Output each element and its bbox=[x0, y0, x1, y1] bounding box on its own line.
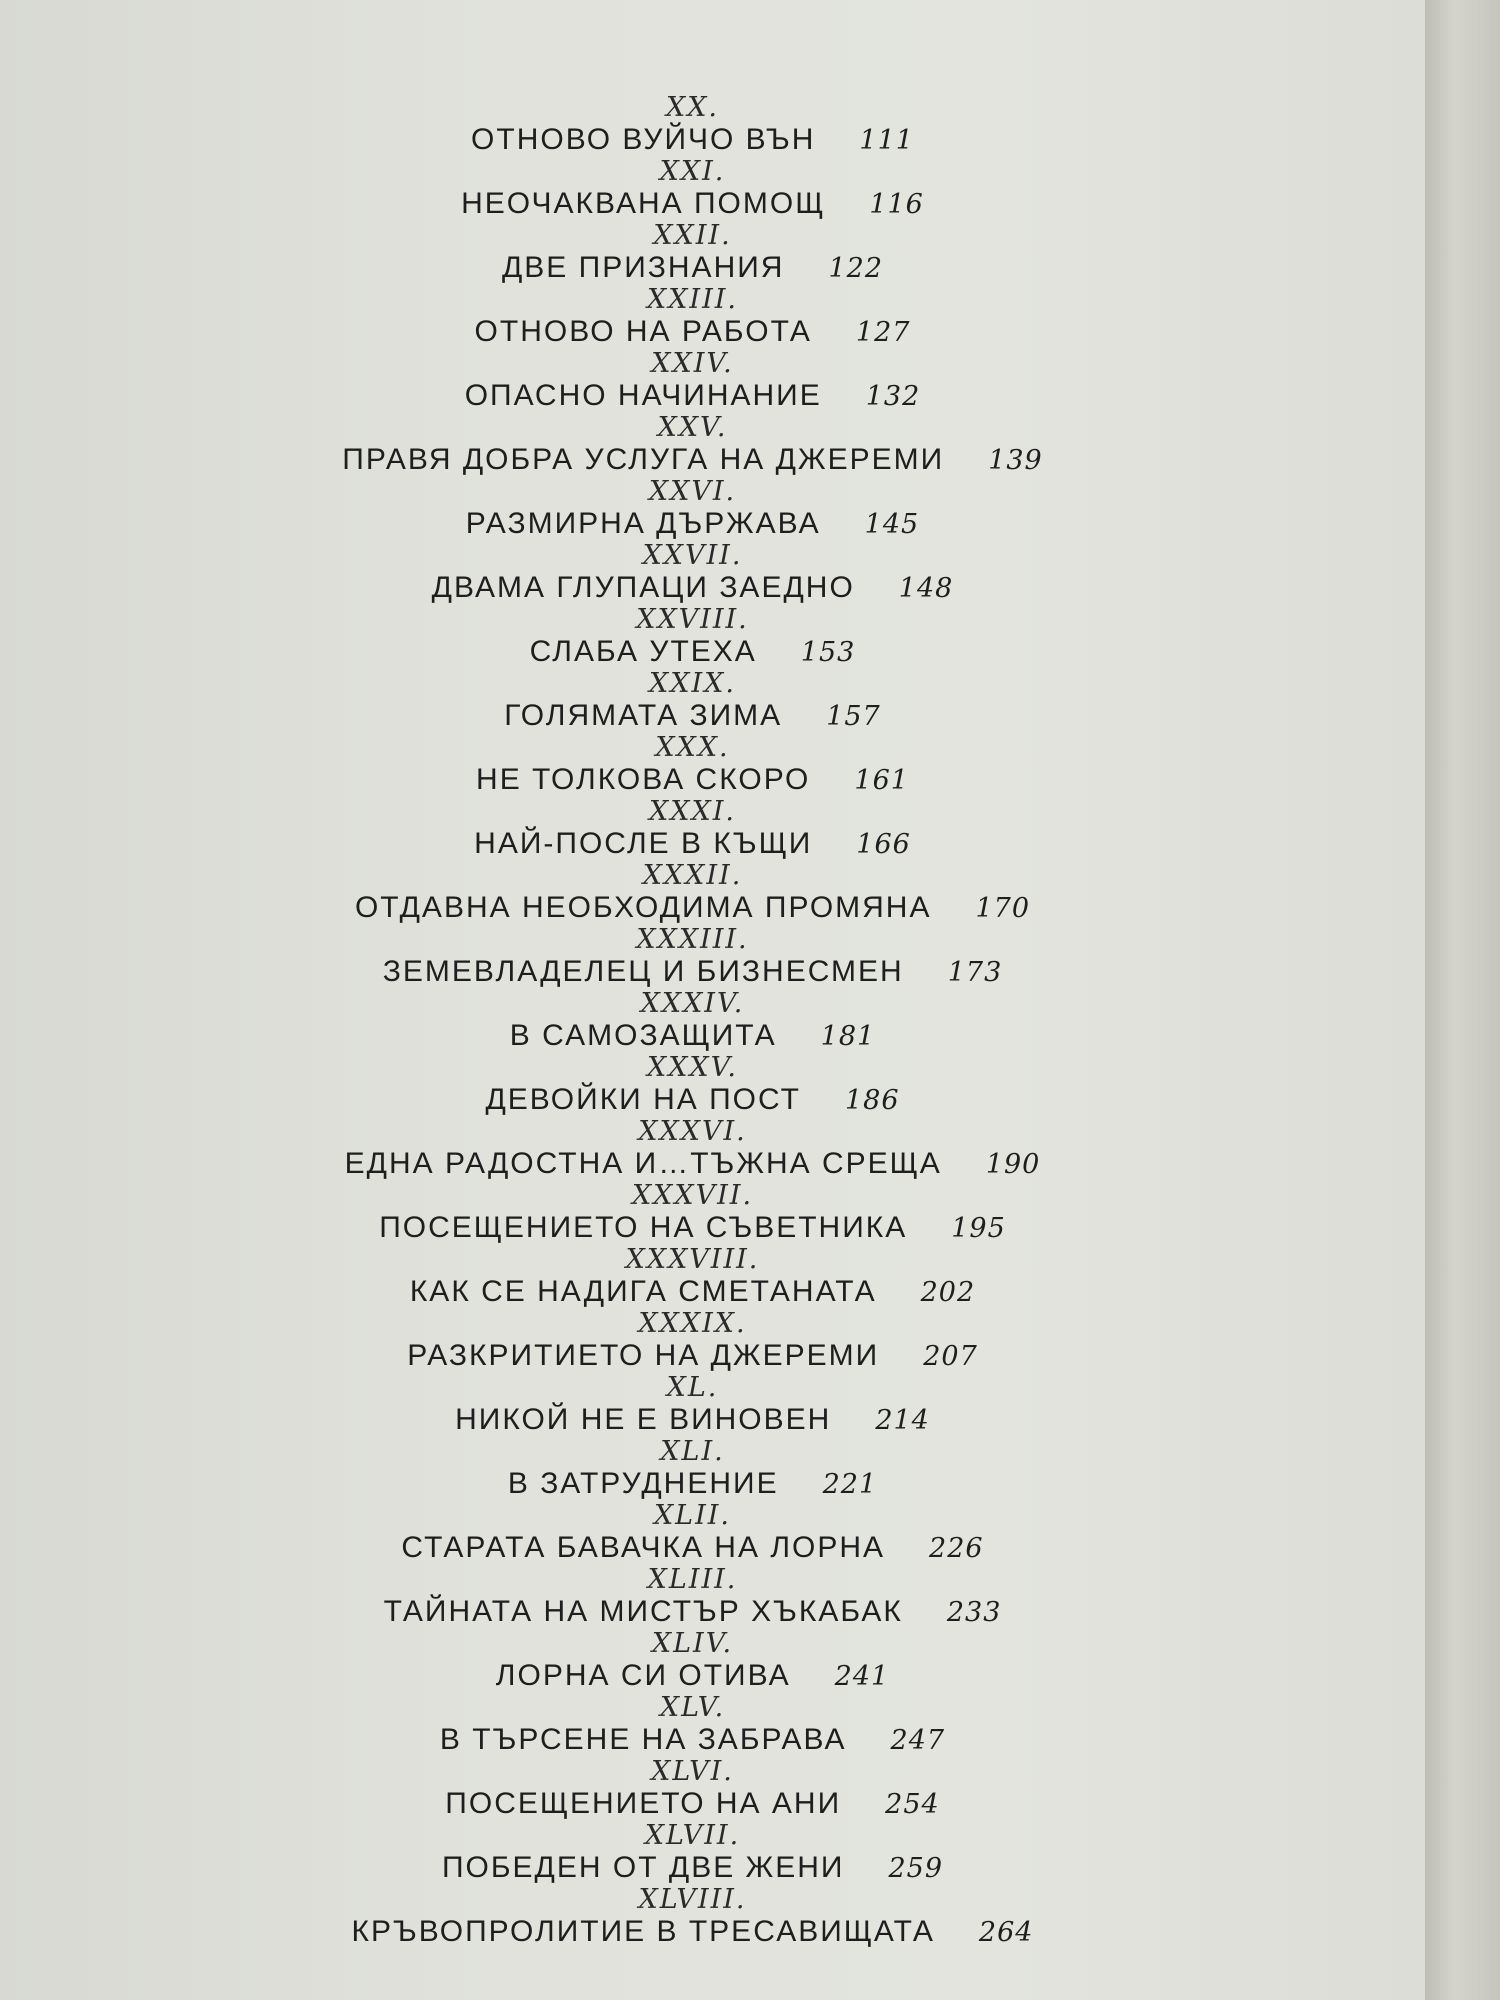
chapter-line bbox=[0, 1596, 1405, 1628]
chapter-line bbox=[0, 1340, 1405, 1372]
chapter-numeral: XXXVII. bbox=[631, 1180, 754, 1211]
toc-entry bbox=[0, 1820, 1405, 1884]
chapter-page-number: 153 bbox=[800, 637, 856, 668]
chapter-numeral: XXXIV. bbox=[640, 988, 745, 1019]
toc-entry bbox=[0, 1692, 1405, 1756]
chapter-title: В ЗАТРУДНЕНИЕ bbox=[507, 1467, 779, 1500]
chapter-numeral: XXIV. bbox=[651, 348, 734, 379]
toc-entry bbox=[0, 92, 1405, 156]
chapter-line bbox=[0, 1084, 1405, 1116]
chapter-title: НИКОЙ НЕ Е ВИНОВЕН bbox=[455, 1403, 832, 1436]
chapter-line bbox=[0, 1788, 1405, 1820]
chapter-page-number: 166 bbox=[856, 829, 911, 860]
chapter-numeral: XXV. bbox=[657, 412, 728, 443]
chapter-title: ОПАСНО НАЧИНАНИЕ bbox=[464, 379, 822, 412]
table-of-contents bbox=[0, 92, 1425, 1948]
chapter-line bbox=[0, 1276, 1405, 1308]
toc-entry bbox=[0, 1372, 1405, 1436]
toc-entry bbox=[0, 476, 1405, 540]
chapter-numeral: XXIX. bbox=[649, 668, 736, 699]
chapter-page-number: 195 bbox=[951, 1213, 1006, 1244]
chapter-title: КРЪВОПРОЛИТИЕ В ТРЕСАВИЩАТА bbox=[351, 1915, 935, 1948]
chapter-line bbox=[0, 508, 1405, 540]
chapter-page-number: 214 bbox=[875, 1405, 930, 1436]
chapter-title: КАК СЕ НАДИГА СМЕТАНАТА bbox=[409, 1275, 877, 1308]
chapter-numeral: XLVIII. bbox=[638, 1884, 747, 1915]
toc-entry bbox=[0, 796, 1405, 860]
chapter-line bbox=[0, 892, 1405, 924]
chapter-page-number: 145 bbox=[864, 509, 920, 540]
chapter-numeral: XLI. bbox=[660, 1436, 725, 1467]
chapter-line bbox=[0, 1020, 1405, 1052]
chapter-numeral: XXXVI. bbox=[638, 1116, 747, 1147]
chapter-title: РАЗМИРНА ДЪРЖАВА bbox=[465, 507, 821, 540]
chapter-page-number: 173 bbox=[947, 957, 1003, 988]
toc-entry bbox=[0, 1628, 1405, 1692]
chapter-title: ЗЕМЕВЛАДЕЛЕЦ И БИЗНЕСМЕН bbox=[382, 955, 904, 988]
chapter-page-number: 132 bbox=[865, 381, 921, 412]
toc-entry bbox=[0, 540, 1405, 604]
chapter-page-number: 181 bbox=[820, 1021, 876, 1052]
toc-entry bbox=[0, 156, 1405, 220]
chapter-page-number: 116 bbox=[869, 189, 924, 220]
chapter-title: ЛОРНА СИ ОТИВА bbox=[495, 1659, 791, 1692]
chapter-page-number: 241 bbox=[834, 1661, 890, 1692]
chapter-line bbox=[0, 1148, 1405, 1180]
chapter-numeral: XXXIII. bbox=[636, 924, 749, 955]
chapter-line bbox=[0, 1212, 1405, 1244]
chapter-numeral: XXXIX. bbox=[638, 1308, 747, 1339]
chapter-page-number: 259 bbox=[888, 1853, 944, 1884]
toc-entry bbox=[0, 1116, 1405, 1180]
chapter-numeral: XLII. bbox=[653, 1500, 732, 1531]
toc-entry bbox=[0, 1244, 1405, 1308]
chapter-title: СЛАБА УТЕХА bbox=[529, 635, 757, 668]
chapter-line bbox=[0, 636, 1405, 668]
chapter-title: ДВАМА ГЛУПАЦИ ЗАЕДНО bbox=[431, 571, 855, 604]
toc-entry bbox=[0, 1500, 1405, 1564]
chapter-line bbox=[0, 764, 1405, 796]
chapter-title: НАЙ-ПОСЛЕ В КЪЩИ bbox=[474, 827, 813, 860]
toc-entry bbox=[0, 1884, 1405, 1948]
chapter-line bbox=[0, 700, 1405, 732]
chapter-numeral: XXXVIII. bbox=[625, 1244, 760, 1275]
chapter-numeral: XXX. bbox=[655, 732, 730, 763]
chapter-page-number: 264 bbox=[978, 1917, 1034, 1948]
chapter-line bbox=[0, 1852, 1405, 1884]
chapter-line bbox=[0, 1916, 1405, 1948]
chapter-numeral: XXXV. bbox=[646, 1052, 739, 1083]
chapter-numeral: XXXII. bbox=[642, 860, 743, 891]
chapter-numeral: XLVII. bbox=[644, 1820, 741, 1851]
chapter-page-number: 148 bbox=[898, 573, 954, 604]
chapter-page-number: 207 bbox=[923, 1341, 978, 1372]
chapter-numeral: XXVIII. bbox=[636, 604, 749, 635]
chapter-numeral: XXII. bbox=[653, 220, 732, 251]
chapter-line bbox=[0, 188, 1405, 220]
toc-entry bbox=[0, 284, 1405, 348]
chapter-line bbox=[0, 572, 1405, 604]
chapter-title: ПОБЕДЕН ОТ ДВЕ ЖЕНИ bbox=[441, 1851, 845, 1884]
chapter-line bbox=[0, 444, 1405, 476]
chapter-page-number: 157 bbox=[826, 701, 881, 732]
chapter-page-number: 170 bbox=[975, 893, 1031, 924]
chapter-line bbox=[0, 1660, 1405, 1692]
chapter-title: В САМОЗАЩИТА bbox=[509, 1019, 777, 1052]
chapter-title: ТАЙНАТА НА МИСТЪР ХЪКАБАК bbox=[383, 1595, 903, 1628]
chapter-line bbox=[0, 1532, 1405, 1564]
toc-entry bbox=[0, 1180, 1405, 1244]
chapter-title: ЕДНА РАДОСТНА И…ТЪЖНА СРЕЩА bbox=[344, 1147, 942, 1180]
chapter-title: ОТНОВО НА РАБОТА bbox=[474, 315, 812, 348]
toc-entry bbox=[0, 1308, 1405, 1372]
chapter-numeral: XLIV. bbox=[651, 1628, 734, 1659]
chapter-line bbox=[0, 124, 1405, 156]
chapter-line bbox=[0, 1404, 1405, 1436]
chapter-page-number: 122 bbox=[828, 253, 884, 284]
toc-entry bbox=[0, 924, 1405, 988]
toc-entry bbox=[0, 604, 1405, 668]
toc-entry bbox=[0, 1756, 1405, 1820]
chapter-title: ДЕВОЙКИ НА ПОСТ bbox=[485, 1083, 801, 1116]
chapter-numeral: XLV. bbox=[659, 1692, 726, 1723]
chapter-page-number: 226 bbox=[929, 1533, 984, 1564]
toc-entry bbox=[0, 412, 1405, 476]
toc-entry bbox=[0, 732, 1405, 796]
chapter-line bbox=[0, 1724, 1405, 1756]
chapter-line bbox=[0, 380, 1405, 412]
toc-entry bbox=[0, 1436, 1405, 1500]
chapter-numeral: XXVII. bbox=[642, 540, 743, 571]
chapter-page-number: 161 bbox=[854, 765, 909, 796]
chapter-title: ПОСЕЩЕНИЕТО НА АНИ bbox=[445, 1787, 842, 1820]
chapter-title: ПРАВЯ ДОБРА УСЛУГА НА ДЖЕРЕМИ bbox=[342, 443, 945, 476]
chapter-title: ОТДАВНА НЕОБХОДИМА ПРОМЯНА bbox=[354, 891, 932, 924]
chapter-page-number: 247 bbox=[890, 1725, 946, 1756]
toc-entry bbox=[0, 1564, 1405, 1628]
chapter-line bbox=[0, 252, 1405, 284]
chapter-page-number: 139 bbox=[988, 445, 1043, 476]
chapter-title: ГОЛЯМАТА ЗИМА bbox=[504, 699, 783, 732]
chapter-page-number: 233 bbox=[946, 1597, 1002, 1628]
chapter-page-number: 221 bbox=[822, 1469, 878, 1500]
chapter-page-number: 202 bbox=[920, 1277, 976, 1308]
chapter-page-number: 186 bbox=[844, 1085, 900, 1116]
chapter-line bbox=[0, 956, 1405, 988]
toc-entry bbox=[0, 988, 1405, 1052]
chapter-line bbox=[0, 316, 1405, 348]
chapter-title: ПОСЕЩЕНИЕТО НА СЪВЕТНИКА bbox=[379, 1211, 908, 1244]
toc-entry bbox=[0, 668, 1405, 732]
chapter-numeral: XXI. bbox=[659, 156, 726, 187]
chapter-page-number: 127 bbox=[855, 317, 911, 348]
chapter-numeral: XXVI. bbox=[648, 476, 737, 507]
chapter-title: НЕОЧАКВАНА ПОМОЩ bbox=[461, 187, 826, 220]
chapter-numeral: XL. bbox=[666, 1372, 719, 1403]
chapter-numeral: XLIII. bbox=[647, 1564, 738, 1595]
chapter-title: В ТЪРСЕНЕ НА ЗАБРАВА bbox=[439, 1723, 847, 1756]
chapter-title: НЕ ТОЛКОВА СКОРО bbox=[476, 763, 811, 796]
chapter-page-number: 111 bbox=[859, 125, 914, 156]
toc-entry bbox=[0, 348, 1405, 412]
chapter-title: РАЗКРИТИЕТО НА ДЖЕРЕМИ bbox=[407, 1339, 880, 1372]
chapter-numeral: XLVI. bbox=[651, 1756, 734, 1787]
chapter-title: ОТНОВО ВУЙЧО ВЪН bbox=[471, 123, 816, 156]
adjacent-page bbox=[1425, 0, 1500, 2000]
toc-entry bbox=[0, 860, 1405, 924]
chapter-numeral: XX. bbox=[665, 92, 720, 123]
chapter-numeral: XXXI. bbox=[649, 796, 736, 827]
chapter-title: ДВЕ ПРИЗНАНИЯ bbox=[501, 251, 785, 284]
chapter-title: СТАРАТА БАВАЧКА НА ЛОРНА bbox=[401, 1531, 886, 1564]
chapter-page-number: 190 bbox=[985, 1149, 1041, 1180]
toc-entry bbox=[0, 220, 1405, 284]
toc-entry bbox=[0, 1052, 1405, 1116]
chapter-page-number: 254 bbox=[885, 1789, 940, 1820]
chapter-numeral: XXIII. bbox=[646, 284, 739, 315]
chapter-line bbox=[0, 1468, 1405, 1500]
chapter-line bbox=[0, 828, 1405, 860]
